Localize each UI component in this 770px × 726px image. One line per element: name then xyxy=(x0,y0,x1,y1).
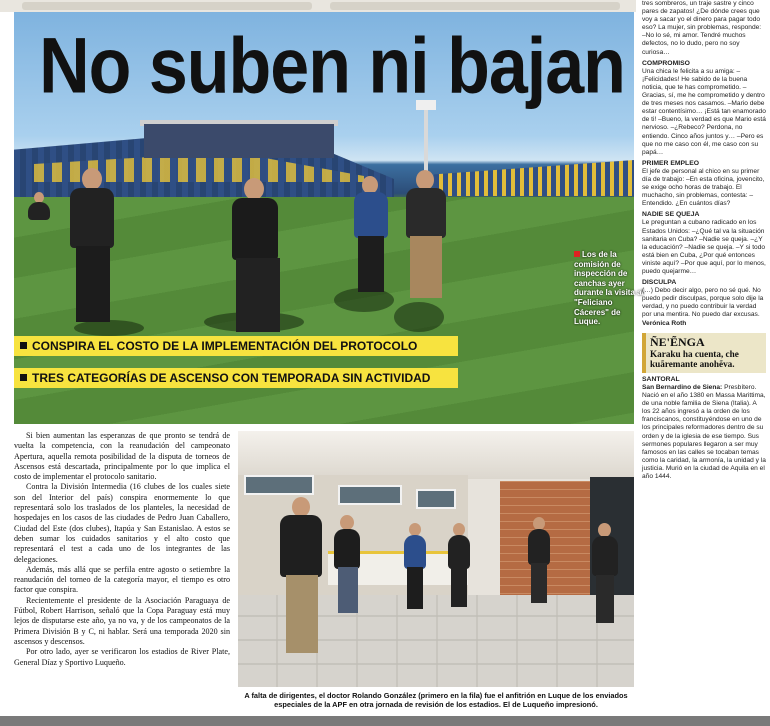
article-paragraph: Recientemente el presidente de la Asociación Paraguaya de Fútbol, Robert Harrison, señaló que la Copa Paraguay está muy lejos de disputarse este año, ya no va, y de los campeonatos de la Primera División B y C, ni hablar. Será una temporada 2020 sin ascensos y descensos. xyxy=(14,595,230,646)
strip-tab-left xyxy=(22,2,312,10)
side-caption-text: Los de la comisión de inspección de canchas ayer durante la visita al "Feliciano Cáceres" de Luque. xyxy=(574,250,644,327)
second-photo xyxy=(238,431,634,687)
bullet-bar-2 xyxy=(14,368,458,388)
article-paragraph: Además, más allá que se perfila entre agosto o setiembre la reanudación del torneo de la categoría mayor, el tiempo es otro factor que conspira. xyxy=(14,564,230,595)
bullet-text-1: CONSPIRA EL COSTO DE LA IMPLEMENTACIÓN DEL PROTOCOLO xyxy=(32,339,418,353)
bullet-text-2: TRES CATEGORÍAS DE ASCENSO CON TEMPORADA SIN ACTIVIDAD xyxy=(32,371,431,385)
section-body: (…) Debo decir algo, pero no sé qué. No puedo pedir disculpas, porque solo dije la verdad, y no puedo contribuir la verdad por una mentira. No puedo dar excusas. xyxy=(642,287,764,319)
santoral-saint: San Bernardino de Siena: xyxy=(642,383,723,391)
sidebar-column xyxy=(642,0,766,716)
section-heading: DISCULPA xyxy=(642,279,677,287)
person-shadow xyxy=(74,320,144,336)
main-photo xyxy=(14,12,644,424)
neenga-box xyxy=(642,333,766,373)
ceiling xyxy=(238,431,634,479)
article-body xyxy=(14,431,230,668)
article-paragraph: Si bien aumentan las esperanzas de que pronto se tendrá de vuelta la competencia, con la reanudación del campeonato Apertura, aquella remota posibilidad de la disputa de torneos de Ascensos está descartada, principalmente por lo que implica el costo de implementar el protocolo sanitario. xyxy=(14,431,230,482)
red-square-icon xyxy=(574,251,580,257)
square-bullet-icon xyxy=(20,342,27,349)
tribune xyxy=(144,124,334,158)
section-body: Una chica le felicita a su amiga: –¡Felicidades! He sabido de la buena noticia, que te has comprometido. –Gracias, sí, me he comprometido y dentro de tres meses nos casamos. –Mario debe estar contentísimo… ¡Está tan enamorado de ti! –Bueno, la verdad es que Mario está nervioso. –¿Rebeco? Perdona, no entiendo. Cinco años juntos y… –Pero es que no me caso con él, me caso con su papá… xyxy=(642,67,766,156)
window xyxy=(244,475,314,495)
section-body: Le preguntan a cubano radicado en los Estados Unidos: –¿Qué tal va la situación sanitaria en Cuba? –Nadie se queja. –¿Y la educación? –Nadie se queja. –Y si todo está bien en Cuba, ¿Por qué entonces viniste aquí? –Por que aquí, por lo menos, puedo quejarme… xyxy=(642,219,766,275)
santoral-text: Presbítero. Nació en el año 1380 en Massa Marittima, de una noble familia de Siena (Italia). A los 22 años ingresó a la orden de los franciscanos, constituyéndose en uno de los principales reformadores dentro de su orden y de la iglesia de ese tiempo. Sus sermones populares llegaron a ser muy famosos en las calles se tocaban temas como la caridad, la armonía, la unidad y la justicia. Murió en la ciudad de Aquila en el año 1444. xyxy=(642,383,766,480)
santoral-heading: SANTORAL xyxy=(642,375,680,383)
section-heading: NADIE SE QUEJA xyxy=(642,211,700,219)
article-paragraph: Por otro lado, ayer se verificaron los estadios de River Plate, General Díaz y Sportivo Luqueño. xyxy=(14,647,230,667)
section-heading: PRIMER EMPLEO xyxy=(642,159,700,167)
square-bullet-icon xyxy=(20,374,27,381)
side-caption xyxy=(574,250,644,327)
sidebar-intro: tres sombreros, un traje sastre y cinco pares de zapatos! ¿De dónde crees que voy a sacar yo el dinero para pagar todo eso? La mujer, sin problemas, responde: –No lo sé, mi amor. Tendré muchos defectos, no lo dudo, pero no soy curiosa… xyxy=(642,0,762,56)
window xyxy=(416,489,456,509)
headline: No suben ni bajan xyxy=(39,22,625,110)
section-body: El jefe de personal al chico en su primer día de trabajo: –En esta oficina, jovencito, se exige ocho horas de trabajo. El muchacho, sin problemas, contesta: –Entendido. ¿En cuántos días? xyxy=(642,167,765,208)
person-shadow xyxy=(394,302,444,332)
stadium-stand-right xyxy=(434,160,634,196)
bottom-band xyxy=(0,716,770,726)
strip-tab-right xyxy=(330,2,620,10)
window xyxy=(338,485,402,505)
quote-author: Verónica Roth xyxy=(642,319,687,327)
floodlight-tower xyxy=(424,104,428,174)
neenga-title: ÑE'ẼNGA xyxy=(650,334,705,349)
top-strip xyxy=(0,0,636,12)
bullet-bar-1 xyxy=(14,336,458,356)
santoral-body xyxy=(642,384,766,481)
second-photo-caption: A falta de dirigentes, el doctor Rolando González (primero en la fila) fue el anfitrión en Luque de los enviados especiales de la APF en otra jornada de revisión de los estadios. El de Luqueño impresionó. xyxy=(244,691,628,709)
article-paragraph: Contra la División Intermedia (16 clubes de los cuales siete son del Interior del país) conspira enormemente lo que representará solo los traslados de los planteles, la necesidad de hospedajes en los casos de las ciudades de Pedro Juan Caballero, Ciudad del Este (dos clubes), Itapúa y San Estanislao. A estos se deben sumar los cuidados sanitarios y el alto costo que representará el test a cada uno de los integrantes de las delegaciones. xyxy=(14,482,230,564)
section-heading: COMPROMISO xyxy=(642,59,690,67)
neenga-text: Karaku ha cuenta, che kuãremante anohẽva. xyxy=(650,348,739,370)
